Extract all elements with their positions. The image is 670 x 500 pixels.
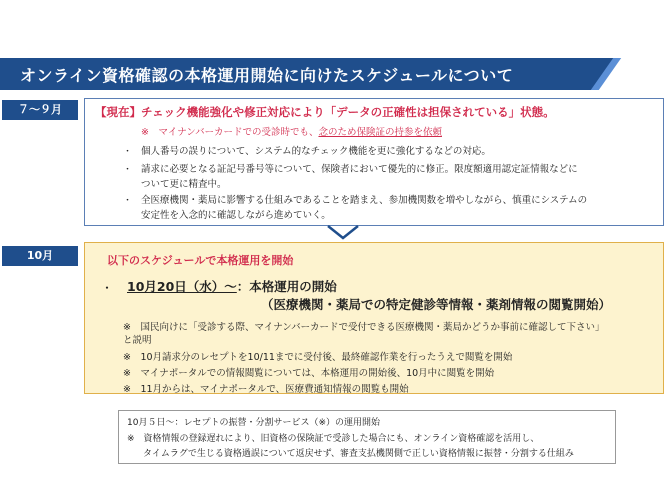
title-banner [0, 58, 670, 90]
schedule-box [84, 242, 664, 394]
schedule-note-3: ※ マイナポータルでの情報閲覧については、本格運用の開始後、10月中に閲覧を開始 [123, 368, 495, 379]
schedule-intro: 以下のスケジュールで本格運用を開始 [107, 254, 294, 267]
main-schedule-line [127, 277, 337, 295]
schedule-note-2: ※ 10月請求分のレセプトを10/11までに受付後、最終確認作業を行ったうえで閲覧を開始 [123, 352, 513, 363]
note-prefix: ※ マイナンバーカードでの受診時でも、 [141, 127, 319, 138]
current-status-box [84, 98, 664, 226]
status-line: 【現在】チェック機能強化や修正対応により「データの正確性は担保されている」状態。 [95, 105, 555, 119]
bullet-text-2a: 請求に必要となる証記号番号等について、保険者において優先的に修正。限度額適用認定証情報などに [141, 164, 578, 175]
bullet-text-1: 個人番号の誤りについて、システム的なチェック機能を更に強化するなどの対応。 [141, 146, 491, 157]
bullet-dot: ・ [123, 196, 133, 206]
footer-note-box [118, 410, 616, 464]
note-emphasis: 念のため保険証の持参を依頼 [318, 127, 442, 138]
period-label-jul-sep: ７～９月 [2, 100, 78, 120]
footer-line-2: ※ 資格情報の登録遅れにより、旧資格の保険証で受診した場合にも、オンライン資格確認を活用し、 [127, 434, 540, 444]
bullet-text-3a: 全医療機関・薬局に影響する仕組みであることを踏まえ、参加機関数を増やしながら、慎重にシステムの [141, 195, 588, 206]
schedule-note-1b: と説明 [123, 335, 152, 346]
footer-line-3: タイムラグで生じる資格過誤について返戻せず、審査支払機関側で正しい資格情報に振替・分割する仕組み [143, 449, 574, 459]
bullet-dot: ・ [101, 281, 114, 295]
start-date: 10月20日（水）～ [127, 279, 237, 294]
schedule-note-1a: ※ 国民向けに「受診する際、マイナンバーカードで受付できる医療機関・薬局かどうか事前に確認して下さい」 [123, 322, 605, 333]
footer-line-1: 10月５日～：レセプトの振替・分割サービス（※）の運用開始 [127, 418, 380, 428]
note-line [141, 124, 442, 138]
start-text: ：本格運用の開始 [236, 279, 337, 294]
period-label-oct: 10月 [2, 246, 78, 266]
bullet-text-3b: 安定性を入念的に確認しながら進めていく。 [141, 210, 331, 221]
page-title: オンライン資格確認の本格運用開始に向けたスケジュールについて [20, 66, 514, 85]
schedule-note-4: ※ 11月からは、マイナポータルで、医療費通知情報の閲覧も開始 [123, 384, 409, 395]
chevron-down-icon [326, 223, 360, 241]
bullet-dot: ・ [123, 147, 133, 157]
main-schedule-sub: （医療機関・薬局での特定健診等情報・薬剤情報の閲覧開始） [261, 297, 612, 312]
bullet-text-2b: ついて更に精査中。 [141, 179, 227, 190]
bullet-dot: ・ [123, 165, 133, 175]
